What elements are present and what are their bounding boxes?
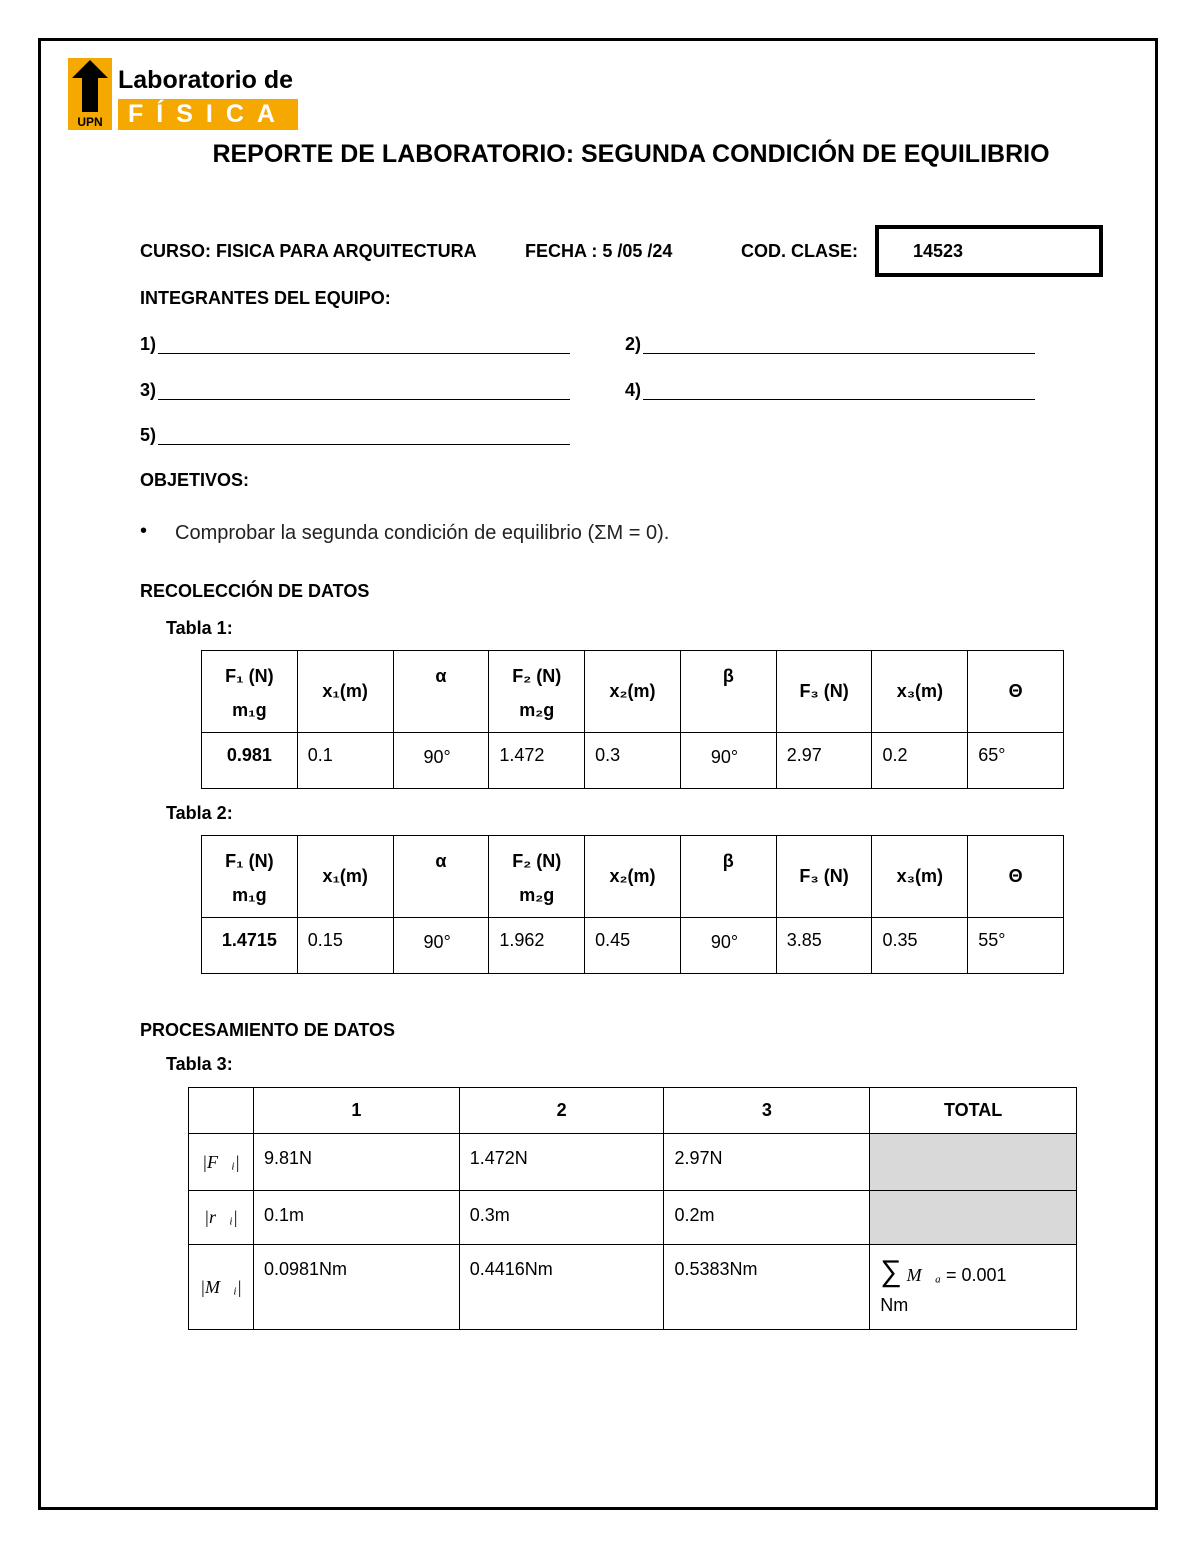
total-moment-cell bbox=[870, 1245, 1077, 1330]
header-alpha: α bbox=[393, 836, 489, 918]
member-3-line[interactable] bbox=[158, 399, 570, 400]
header-theta: Θ bbox=[968, 836, 1064, 918]
bullet-icon: • bbox=[140, 520, 148, 542]
col-header-1: 1 bbox=[253, 1088, 459, 1134]
sum-symbol: ∑ bbox=[880, 1255, 902, 1288]
integrantes-label: INTEGRANTES DEL EQUIPO: bbox=[140, 288, 391, 308]
table-cell: 90° bbox=[393, 918, 489, 974]
member-4-line[interactable] bbox=[643, 399, 1035, 400]
table-cell: 90° bbox=[680, 733, 776, 789]
table-cell: 90° bbox=[680, 918, 776, 974]
table-cell: 65° bbox=[968, 733, 1064, 789]
table-cell: 0.981 bbox=[202, 733, 298, 789]
objetivos-label: OBJETIVOS: bbox=[140, 470, 250, 490]
col-header-total: TOTAL bbox=[870, 1088, 1077, 1134]
cod-clase-field[interactable]: 14523 bbox=[875, 225, 1103, 277]
row-label-force: |F⃗ᵢ| bbox=[189, 1134, 254, 1191]
fecha-label: FECHA : 5 /05 /24 bbox=[525, 241, 673, 261]
member-1-line[interactable] bbox=[158, 353, 570, 354]
tabla1-label: Tabla 1: bbox=[166, 618, 233, 638]
table-cell: 90° bbox=[393, 733, 489, 789]
tabla-2 bbox=[201, 835, 1064, 974]
table-cell: 9.81N bbox=[253, 1134, 459, 1191]
table-cell: 0.2 bbox=[872, 733, 968, 789]
table-cell: 0.3 bbox=[585, 733, 681, 789]
col-header-3: 3 bbox=[664, 1088, 870, 1134]
arrow-up-icon bbox=[68, 58, 112, 130]
table-cell: 0.5383Nm bbox=[664, 1245, 870, 1330]
table-cell: 55° bbox=[968, 918, 1064, 974]
member-1-label: 1) bbox=[140, 334, 157, 354]
header-f3: F₃ (N) bbox=[776, 836, 872, 918]
header-alpha: α bbox=[393, 651, 489, 733]
tabla-3 bbox=[188, 1087, 1077, 1330]
header-x3: x₃(m) bbox=[872, 836, 968, 918]
moment-a-label: M⃗ₐ bbox=[906, 1265, 941, 1285]
table-cell: 0.35 bbox=[872, 918, 968, 974]
header-x1: x₁(m) bbox=[297, 651, 393, 733]
curso-label: CURSO: FISICA PARA ARQUITECTURA bbox=[140, 241, 477, 261]
member-4-label: 4) bbox=[625, 380, 642, 400]
member-5-label: 5) bbox=[140, 425, 157, 445]
table-cell: 1.962 bbox=[489, 918, 585, 974]
table-cell: 0.4416Nm bbox=[459, 1245, 664, 1330]
header-beta: β bbox=[680, 651, 776, 733]
tabla3-label: Tabla 3: bbox=[166, 1054, 233, 1074]
total-cell-empty bbox=[870, 1134, 1077, 1191]
header-beta: β bbox=[680, 836, 776, 918]
total-moment-unit: Nm bbox=[880, 1295, 909, 1315]
cod-clase-label: COD. CLASE: bbox=[741, 241, 858, 261]
table-cell: 0.1 bbox=[297, 733, 393, 789]
total-cell-empty bbox=[870, 1191, 1077, 1245]
header-f2: F₂ (N) m₂g bbox=[489, 836, 585, 918]
member-3-label: 3) bbox=[140, 380, 157, 400]
recoleccion-label: RECOLECCIÓN DE DATOS bbox=[140, 581, 370, 601]
logo-fisica: FÍSICA bbox=[118, 99, 298, 130]
table-cell: 0.2m bbox=[664, 1191, 870, 1245]
table-cell: 2.97N bbox=[664, 1134, 870, 1191]
table-cell: 1.4715 bbox=[202, 918, 298, 974]
header-x2: x₂(m) bbox=[585, 836, 681, 918]
tabla2-label: Tabla 2: bbox=[166, 803, 233, 823]
member-2-label: 2) bbox=[625, 334, 642, 354]
table-cell: 0.1m bbox=[253, 1191, 459, 1245]
table-cell: 0.0981Nm bbox=[253, 1245, 459, 1330]
table-cell: 0.45 bbox=[585, 918, 681, 974]
row-label-distance: |r⃗ᵢ| bbox=[189, 1191, 254, 1245]
total-moment-value: = 0.001 bbox=[945, 1265, 1007, 1285]
header-x2: x₂(m) bbox=[585, 651, 681, 733]
upn-text: UPN bbox=[77, 115, 103, 129]
table-cell: 1.472N bbox=[459, 1134, 664, 1191]
header-f1: F₁ (N) m₁g bbox=[202, 836, 298, 918]
header-f2: F₂ (N) m₂g bbox=[489, 651, 585, 733]
member-2-line[interactable] bbox=[643, 353, 1035, 354]
header-x1: x₁(m) bbox=[297, 836, 393, 918]
objetivo-text: Comprobar la segunda condición de equilibrio (ΣM = 0). bbox=[175, 522, 670, 544]
table-cell: 2.97 bbox=[776, 733, 872, 789]
table-cell: 0.15 bbox=[297, 918, 393, 974]
page-title: REPORTE DE LABORATORIO: SEGUNDA CONDICIÓN DE EQUILIBRIO bbox=[212, 140, 1050, 168]
header-f1: F₁ (N) m₁g bbox=[202, 651, 298, 733]
procesamiento-label: PROCESAMIENTO DE DATOS bbox=[140, 1020, 396, 1040]
table-cell: 3.85 bbox=[776, 918, 872, 974]
header-f3: F₃ (N) bbox=[776, 651, 872, 733]
header-theta: Θ bbox=[968, 651, 1064, 733]
header-x3: x₃(m) bbox=[872, 651, 968, 733]
upn-logo bbox=[68, 58, 112, 130]
table-cell: 0.3m bbox=[459, 1191, 664, 1245]
col-header-2: 2 bbox=[459, 1088, 664, 1134]
tabla-1 bbox=[201, 650, 1064, 789]
logo-laboratorio: Laboratorio de bbox=[118, 66, 294, 94]
table-corner bbox=[189, 1088, 254, 1134]
row-label-moment: |M⃗ᵢ| bbox=[189, 1245, 254, 1330]
table-cell: 1.472 bbox=[489, 733, 585, 789]
member-5-line[interactable] bbox=[158, 444, 570, 445]
